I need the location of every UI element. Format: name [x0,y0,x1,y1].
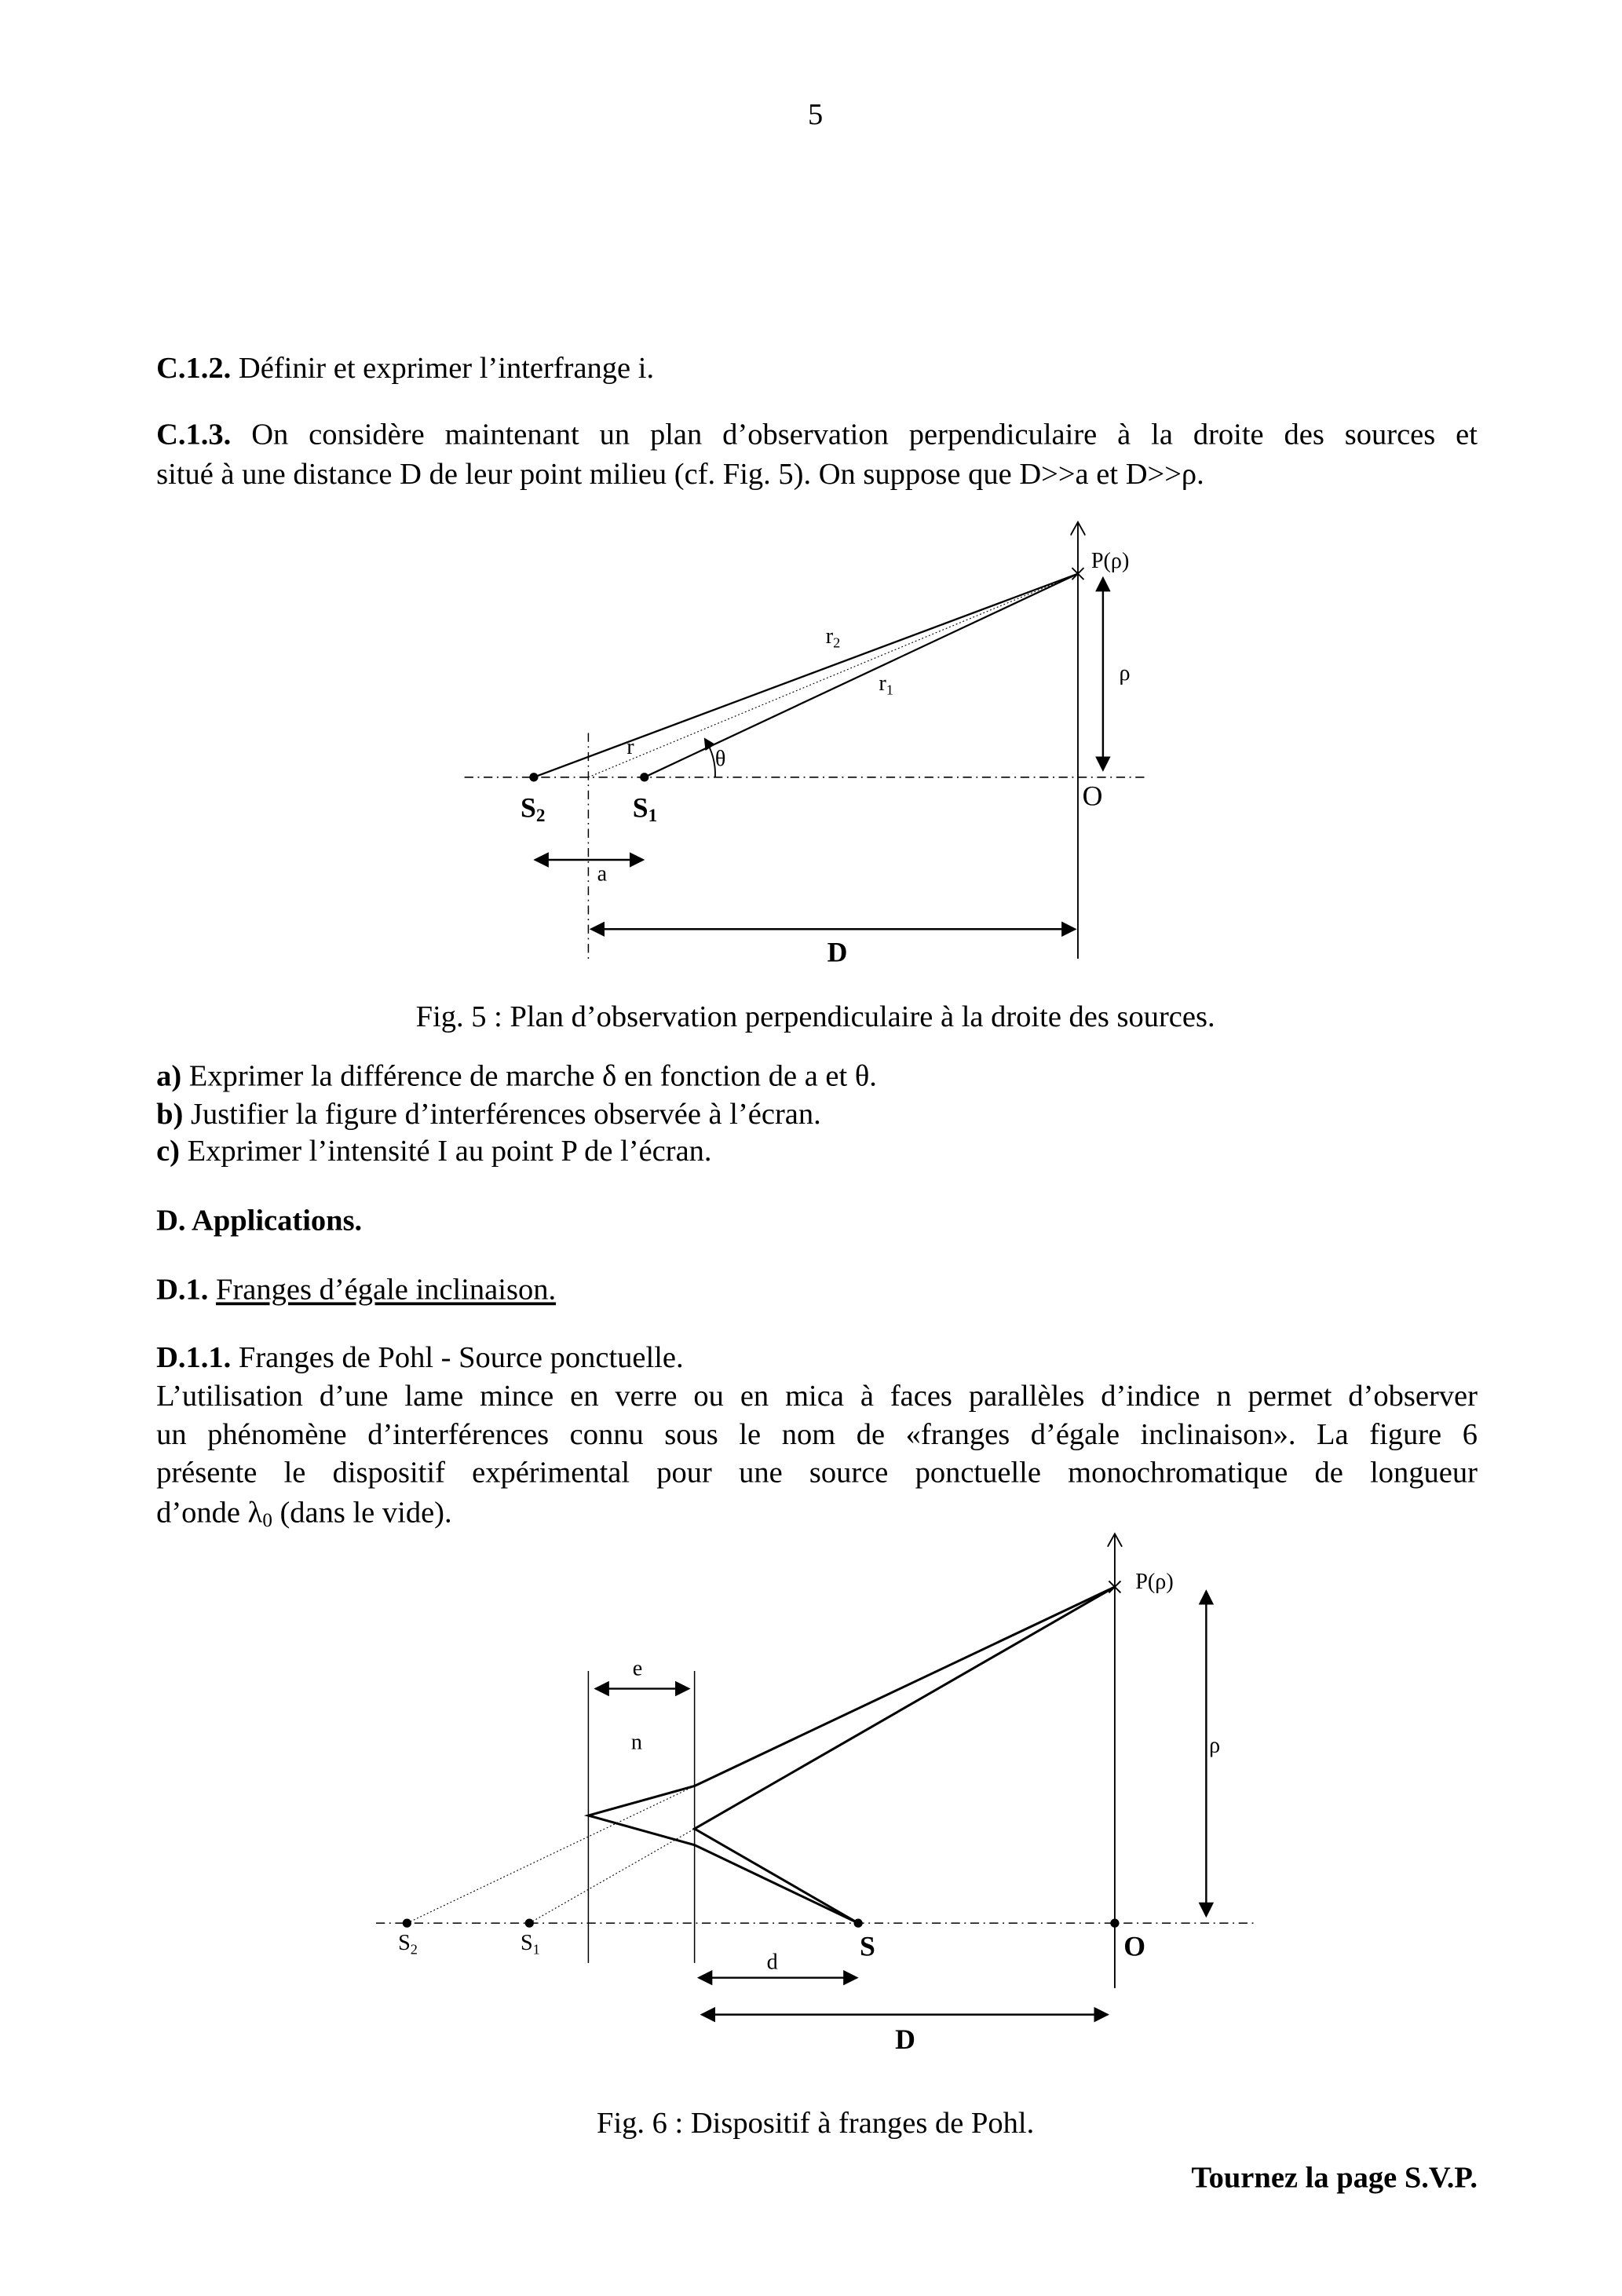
label-S2: $S_2$ [521,793,546,826]
figure-5-caption: Fig. 5 : Plan d’observation perpendiculaire à la droite des sources. [415,1001,1215,1034]
d11-line4-text: d’onde λ [156,1497,263,1530]
d11-line1: L’utilisation d’une lame mince en verre ou en mica à faces parallèles d’indice n permet d’observer [156,1380,1478,1413]
d11-line4-end: (dans le vide). [272,1497,452,1530]
d11-title: Franges de Pohl - Source ponctuelle. [231,1342,684,1375]
fig6-S-dot [853,1919,862,1928]
question-b-label: b) [156,1099,184,1132]
fig6-S2-dot [403,1919,411,1928]
question-a [156,1062,877,1092]
c13-label: C.1.3. [156,419,232,452]
c12-label: C.1.2. [156,352,232,386]
d11-line2: un phénomène d’interférences connu sous le nom de «franges d’égale inclinaison». La figure 6 [156,1418,1478,1452]
label-r2: $r_2$ [825,625,841,653]
ray-r [588,574,1078,777]
section-D-heading [156,1206,362,1237]
virtual-ray-S2 [407,1786,694,1924]
label-r1: $r_1$ [879,672,893,700]
c13-line2: situé à une distance D de leur point milieu (cf. Fig. 5). On suppose que D>>a et D>>ρ. [156,459,1204,492]
d11-line4 [156,1498,452,1530]
question-c-text: Exprimer l’intensité I au point P de l’écran. [180,1135,712,1168]
d11-label: D.1.1. [156,1342,232,1375]
fig6-label-S1: $S_1$ [521,1932,540,1959]
question-b-text: Justifier la figure d’interférences observée à l’écran. [183,1099,821,1132]
question-a-text: Exprimer la différence de marche δ en fonction de a et θ. [181,1060,877,1093]
label-r: r [627,736,634,760]
fig6-S1-dot [525,1919,534,1928]
fig6-O-dot [1110,1919,1119,1928]
fig6-label-rho: ρ [1209,1734,1221,1758]
question-a-label: a) [156,1060,182,1093]
label-theta: θ [714,748,726,772]
d1-label: D.1. [156,1274,209,1307]
virtual-ray-S1 [529,1829,694,1923]
d11-heading [156,1344,684,1374]
label-S1: $S_1$ [632,793,658,826]
turn-page-note: Tournez la page S.V.P. [1191,2162,1478,2195]
fig6-label-S: S [859,1932,875,1963]
section-D-title: D. Applications. [156,1205,363,1238]
label-P: P(ρ) [1090,550,1130,574]
figure-6-caption: Fig. 6 : Dispositif à franges de Pohl. [597,2107,1035,2141]
fig6-label-O: O [1123,1932,1145,1963]
question-b [156,1100,821,1131]
d11-line3: présente le dispositif expérimental pour une source ponctuelle monochromatique de longueur [156,1457,1478,1490]
question-c [156,1137,711,1168]
lambda-subscript: 0 [262,1508,272,1531]
label-D: D [827,938,848,969]
page-number: 5 [808,98,824,132]
source-S1-dot [640,773,648,781]
c13-text1: On considère maintenant un plan d’observation perpendiculaire à la droite des sources et [231,419,1478,452]
question-c-label: c) [156,1135,181,1168]
ray-reflected-back-face [588,1587,1115,1923]
d1-title: Franges d’égale inclinaison. [216,1274,557,1307]
fig6-label-D: D [895,2024,915,2057]
label-rho: ρ [1119,662,1131,686]
label-n: n [630,1731,642,1756]
ray-r2 [534,574,1078,777]
c12-text: Définir et exprimer l’interfrange i. [231,352,655,386]
source-S2-dot [529,773,538,781]
label-e: e [632,1658,643,1682]
fig6-label-P: P(ρ) [1135,1570,1174,1595]
label-a: a [597,862,608,887]
label-d: d [766,1951,778,1975]
fig6-label-S2: $S_2$ [398,1932,418,1959]
label-O: O [1082,781,1103,813]
d1-heading [156,1276,556,1307]
